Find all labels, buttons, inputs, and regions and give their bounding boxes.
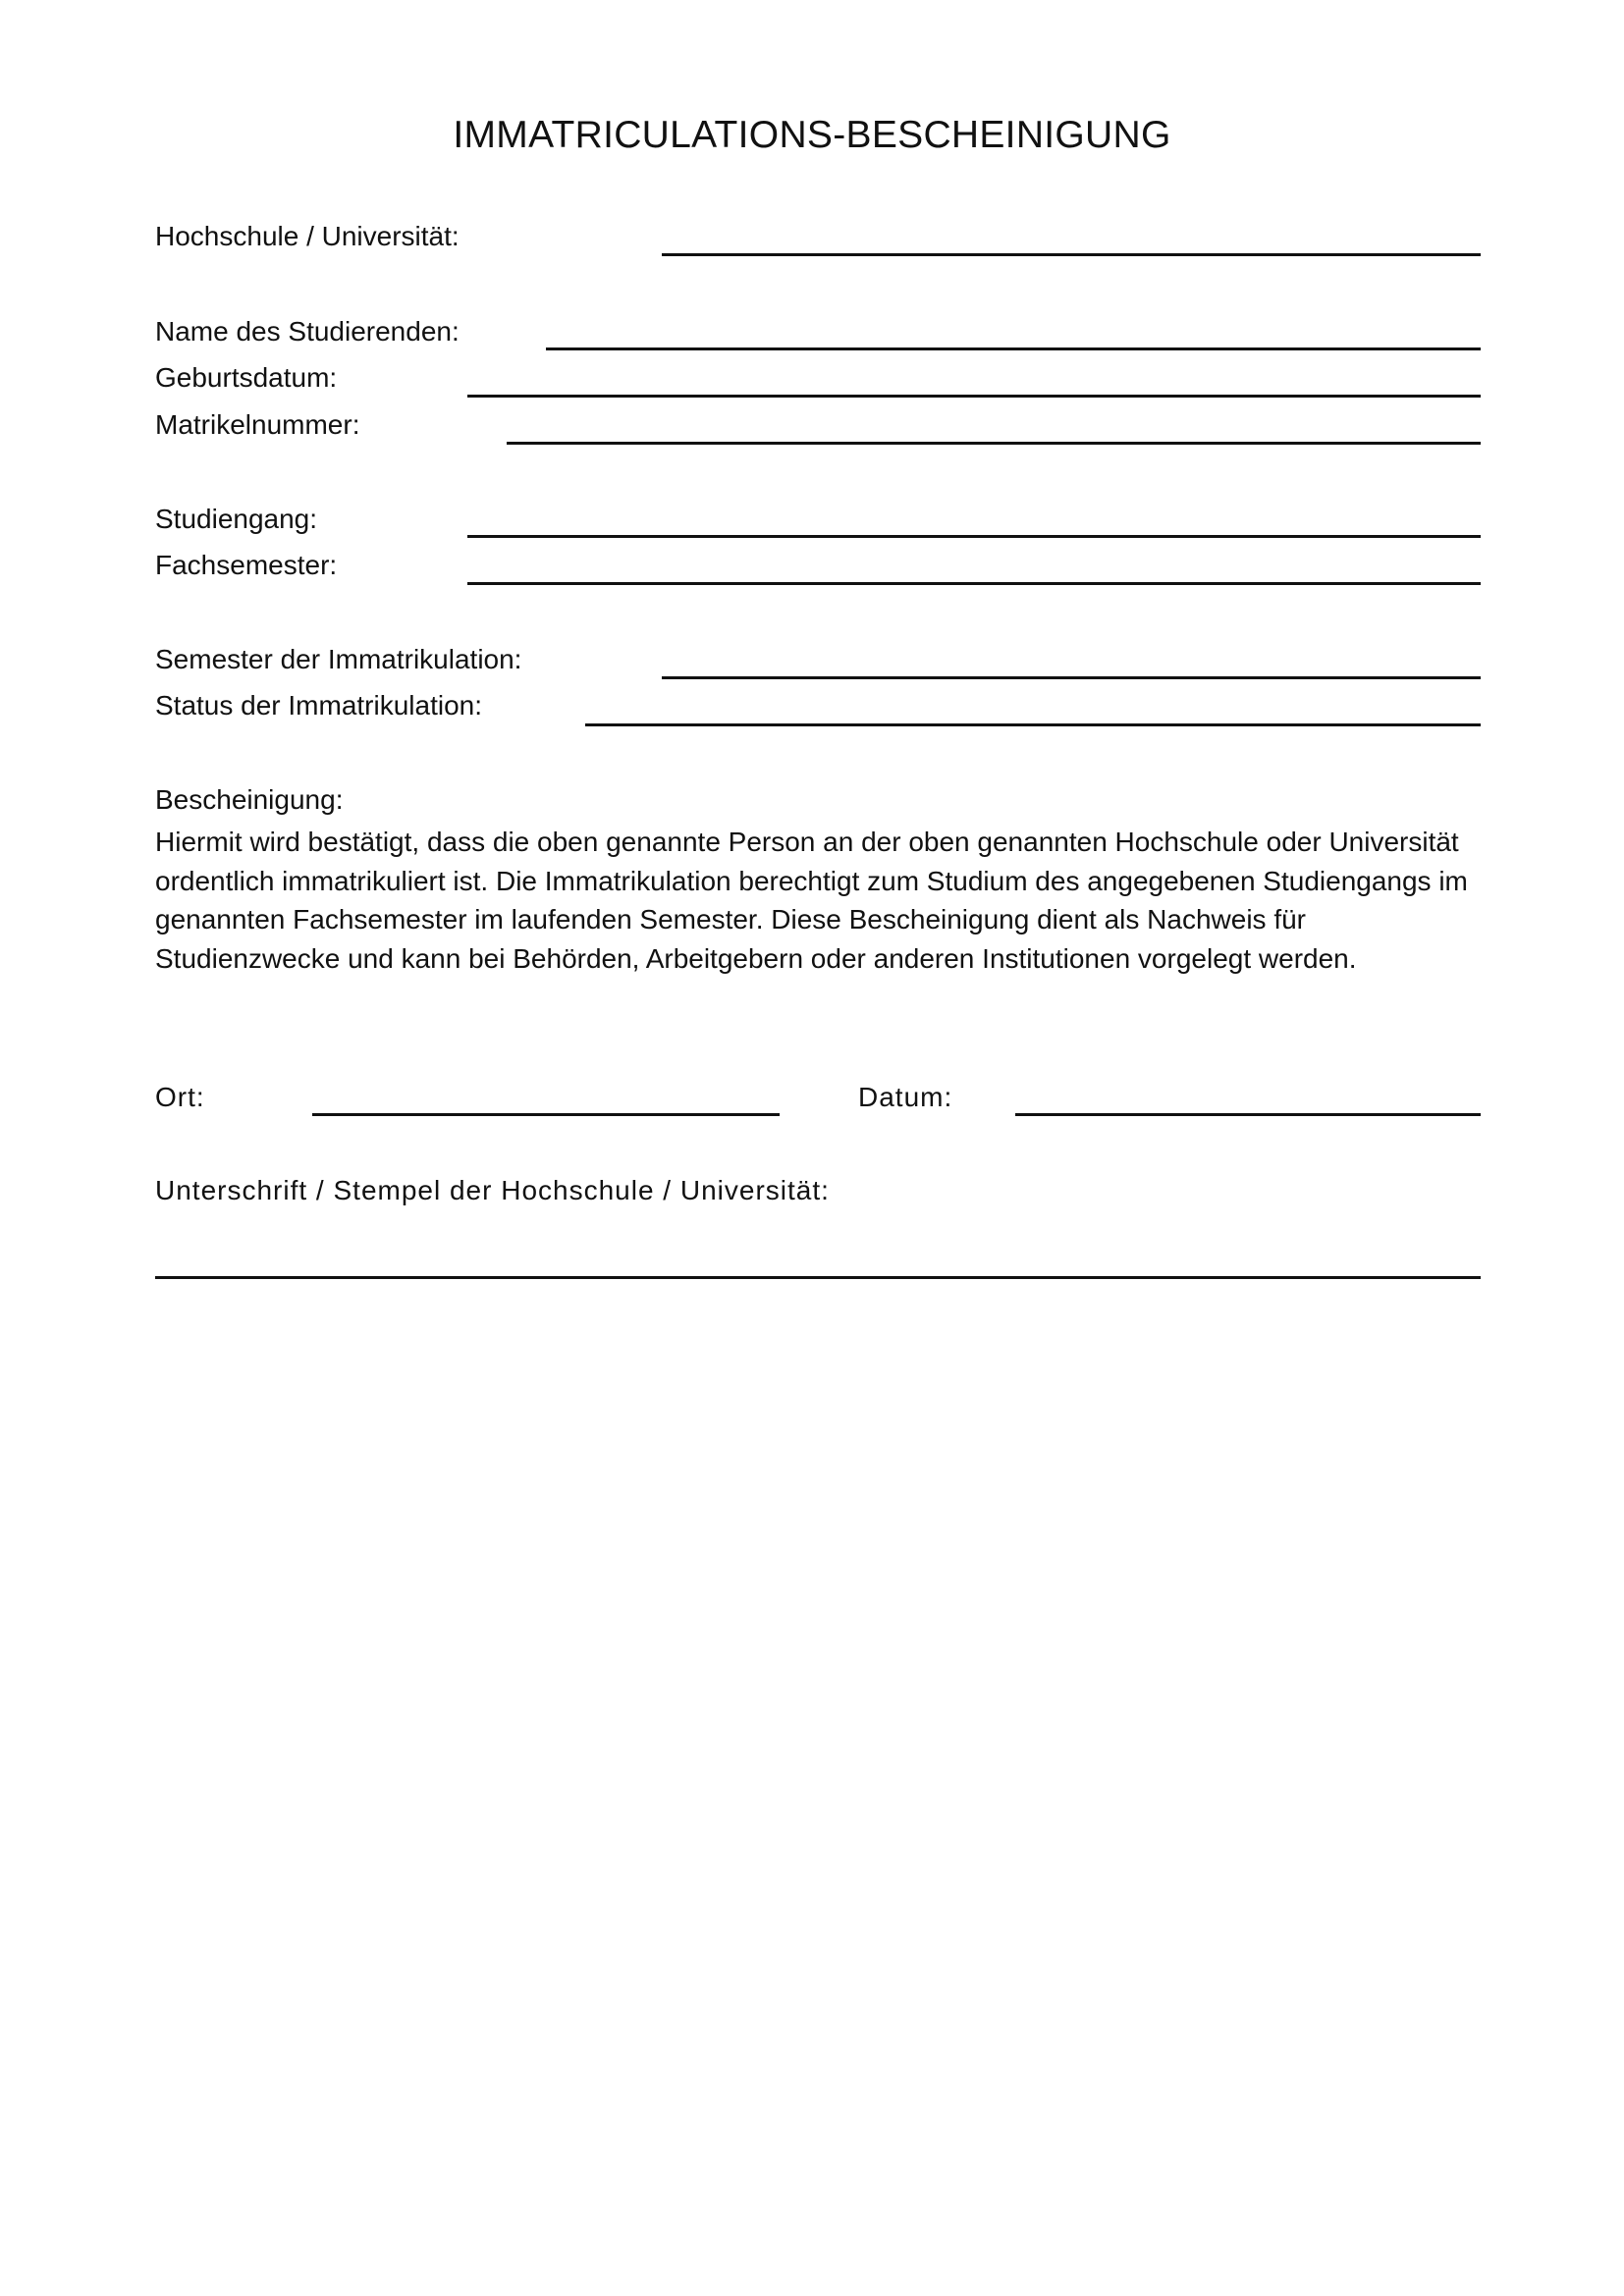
studiengang-label: Studiengang:: [155, 504, 318, 534]
document-title: IMMATRICULATIONS-BESCHEINIGUNG: [453, 114, 1171, 156]
datum-field-line[interactable]: [1015, 1113, 1481, 1116]
datum-label: Datum:: [858, 1082, 953, 1112]
fachsemester-field-line[interactable]: [467, 582, 1481, 585]
signature-label: Unterschrift / Stempel der Hochschule / Universität:: [155, 1175, 830, 1205]
geburtsdatum-label: Geburtsdatum:: [155, 362, 338, 393]
certificate-text: Hiermit wird bestätigt, dass die oben genannte Person an der oben genannten Hochschule oder Universität ordentlich immatrikuliert ist. Die Immatrikulation berechtigt zum Studium des angegebenen Studiengangs im genannten Fachsemester im laufenden Semester. Diese Bescheinigung dient als Nachweis für Studienzwecke und kann bei Behörden, Arbeitgebern oder anderen Institutionen vorgelegt werden.: [155, 827, 1468, 974]
hochschule-field-line[interactable]: [662, 253, 1481, 256]
geburtsdatum-field-line[interactable]: [467, 395, 1481, 398]
ort-label: Ort:: [155, 1082, 205, 1112]
semester-immatrikulation-label: Semester der Immatrikulation:: [155, 644, 522, 674]
semester-immatrikulation-field-line[interactable]: [662, 676, 1481, 679]
matrikelnummer-field-line[interactable]: [507, 442, 1481, 445]
signature-line[interactable]: [155, 1276, 1481, 1279]
studiengang-field-line[interactable]: [467, 535, 1481, 538]
ort-field-line[interactable]: [312, 1113, 780, 1116]
fachsemester-label: Fachsemester:: [155, 550, 338, 580]
status-immatrikulation-field-line[interactable]: [585, 723, 1481, 726]
name-field-line[interactable]: [546, 347, 1481, 350]
certificate-heading: Bescheinigung:: [155, 784, 344, 815]
hochschule-label: Hochschule / Universität:: [155, 221, 460, 251]
name-label: Name des Studierenden:: [155, 316, 460, 347]
status-immatrikulation-label: Status der Immatrikulation:: [155, 690, 483, 721]
matrikelnummer-label: Matrikelnummer:: [155, 409, 360, 440]
